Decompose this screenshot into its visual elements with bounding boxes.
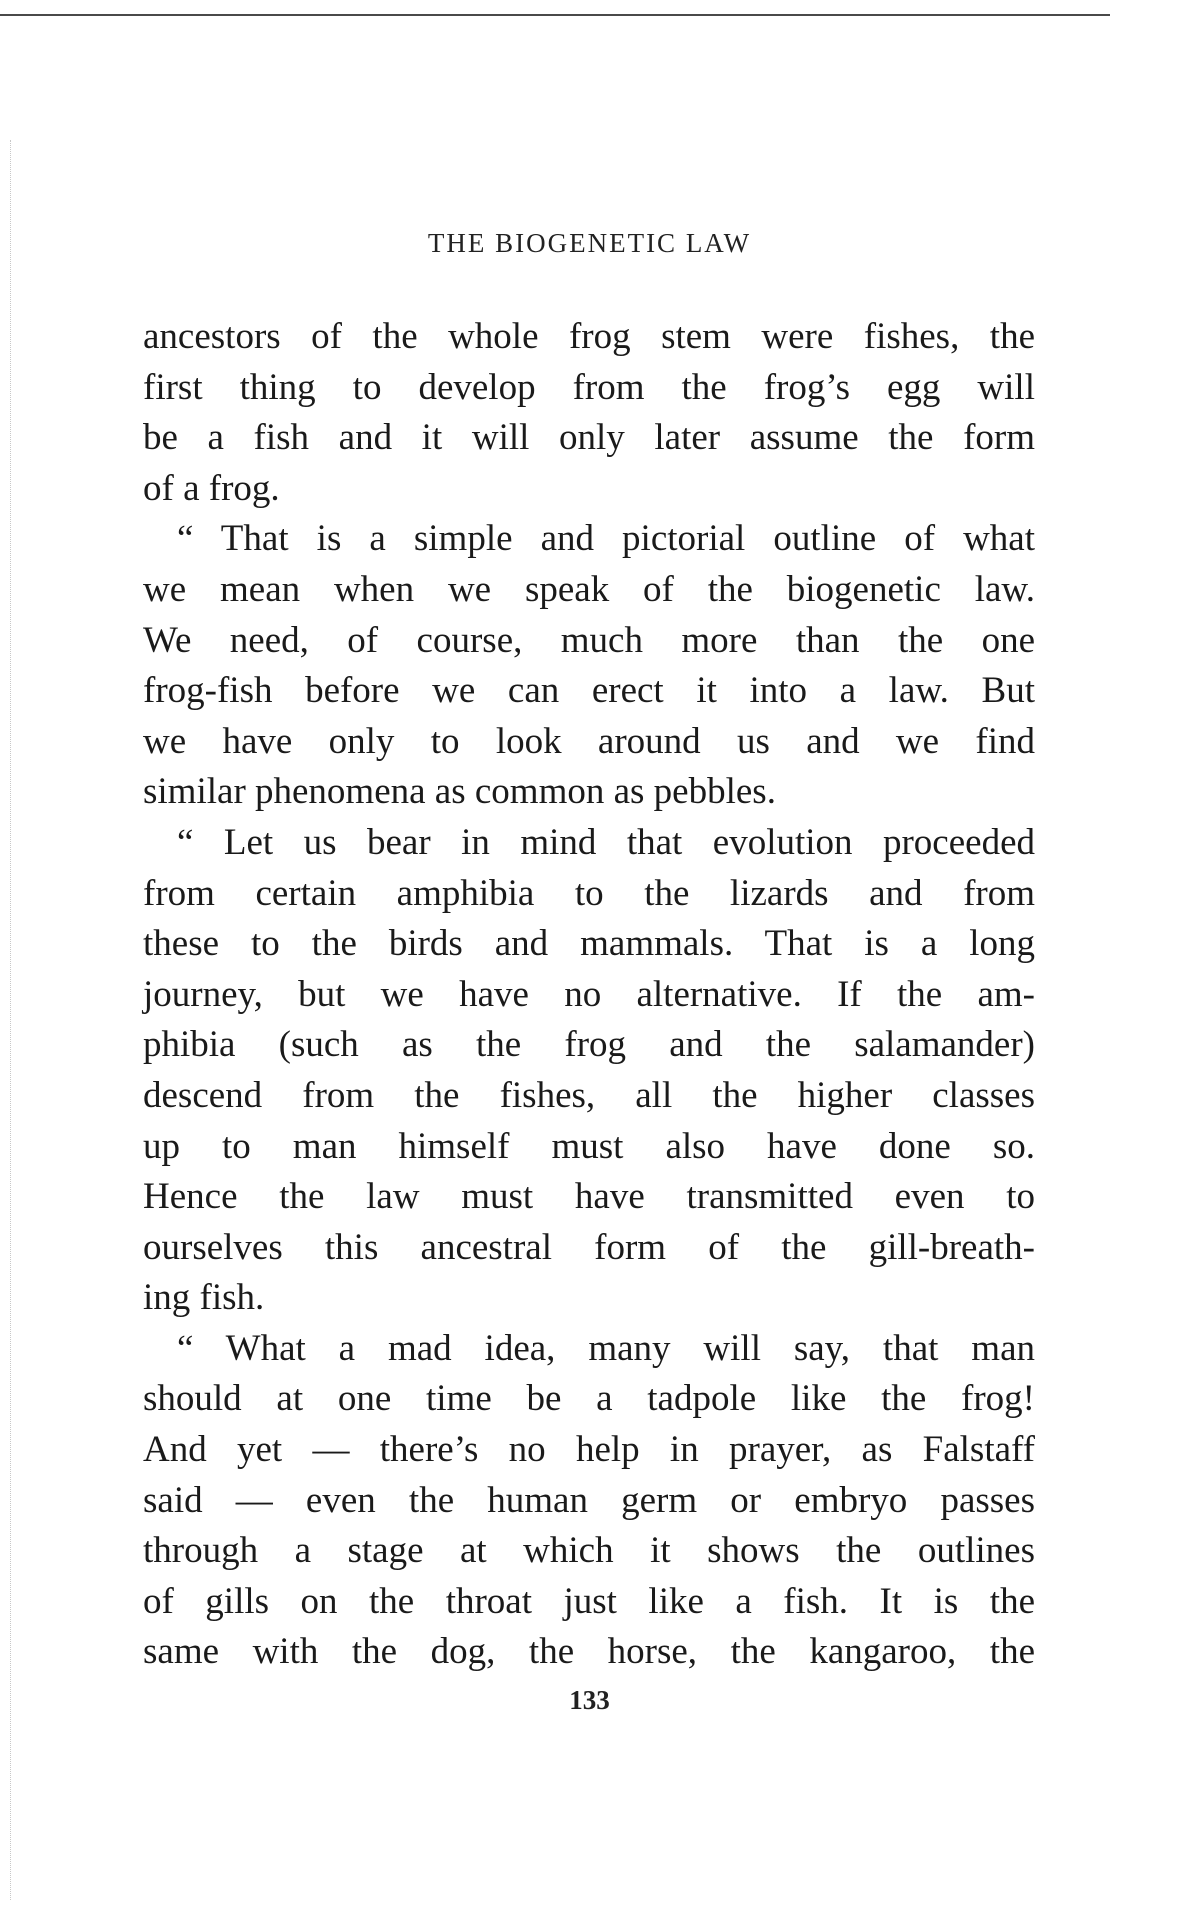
text-line: descend from the fishes, all the higher classes bbox=[143, 1074, 1035, 1116]
text-line: said — even the human germ or embryo passes bbox=[143, 1479, 1035, 1521]
text-line: ancestors of the whole frog stem were fishes, the bbox=[143, 316, 1035, 357]
text-line: We need, of course, much more than the one bbox=[143, 619, 1035, 661]
text-line: “ That is a simple and pictorial outline of what bbox=[177, 518, 1035, 560]
text-line: similar phenomena as common as pebbles. bbox=[143, 771, 776, 813]
text-line: frog-fish before we can erect it into a law. But bbox=[143, 670, 1035, 712]
top-rule bbox=[0, 14, 1110, 16]
text-line: from certain amphibia to the lizards and from bbox=[143, 872, 1035, 914]
text-line: “ What a mad idea, many will say, that man bbox=[177, 1327, 1035, 1369]
text-line: And yet — there’s no help in prayer, as Falstaff bbox=[143, 1429, 1035, 1471]
text-line: these to the birds and mammals. That is a long bbox=[143, 923, 1035, 965]
running-head: THE BIOGENETIC LAW bbox=[427, 228, 752, 258]
text-line: through a stage at which it shows the outlines bbox=[143, 1530, 1035, 1572]
text-line: of a frog. bbox=[143, 467, 280, 509]
body-text bbox=[143, 312, 1035, 1678]
text-line: we mean when we speak of the biogenetic law. bbox=[143, 568, 1035, 610]
text-line: same with the dog, the horse, the kangaroo, the bbox=[143, 1631, 1035, 1673]
text-line: be a fish and it will only later assume the form bbox=[143, 417, 1035, 459]
text-line: Hence the law must have transmitted even to bbox=[143, 1176, 1035, 1218]
text-line: we have only to look around us and we find bbox=[143, 720, 1035, 762]
page-number: 133 bbox=[569, 1685, 610, 1715]
text-line: up to man himself must also have done so. bbox=[143, 1125, 1035, 1167]
text-line: first thing to develop from the frog’s egg will bbox=[143, 366, 1035, 408]
text-line: “ Let us bear in mind that evolution proceeded bbox=[177, 821, 1035, 863]
text-line: phibia (such as the frog and the salamander) bbox=[143, 1024, 1035, 1066]
text-line: journey, but we have no alternative. If the am- bbox=[143, 973, 1035, 1015]
page-edge bbox=[10, 140, 11, 1900]
text-line: should at one time be a tadpole like the frog! bbox=[143, 1378, 1035, 1420]
text-line: ing fish. bbox=[143, 1277, 265, 1319]
text-line: ourselves this ancestral form of the gill-breath- bbox=[143, 1226, 1035, 1268]
text-line: of gills on the throat just like a fish. It is the bbox=[143, 1580, 1035, 1622]
